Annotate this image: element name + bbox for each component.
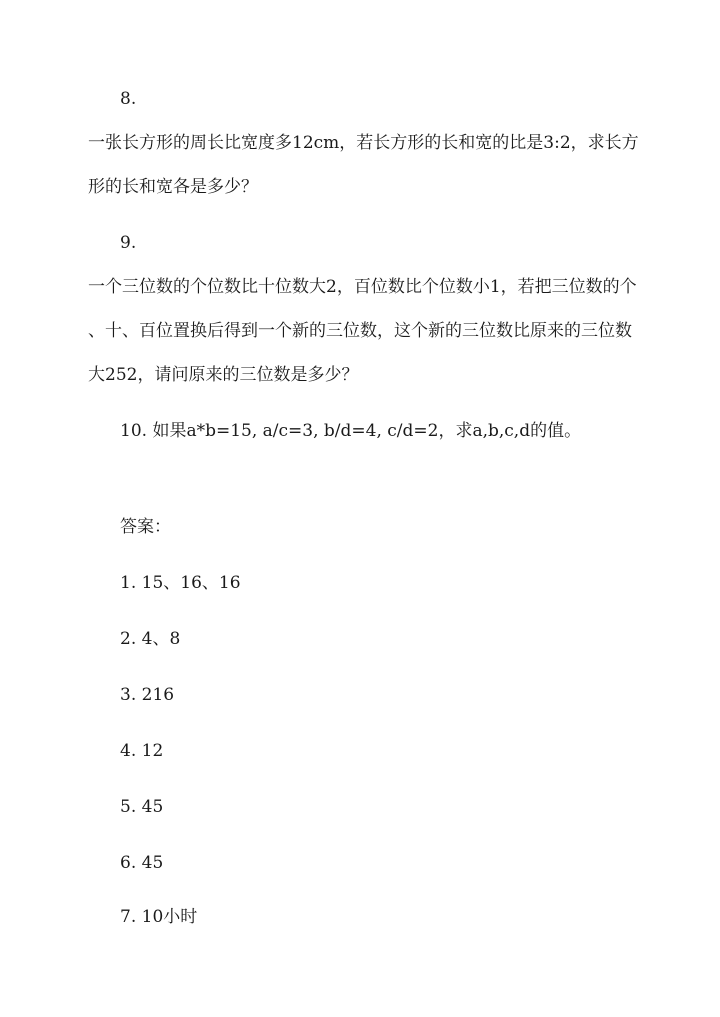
- question-9-number: 9.: [120, 233, 137, 253]
- question-10: 10. 如果a*b=15, a/c=3, b/d=4, c/d=2，求a,b,c,d的值。: [120, 421, 582, 441]
- question-8-number: 8.: [120, 89, 137, 109]
- answers-heading: 答案：: [120, 517, 171, 537]
- answer-item-4: 4. 12: [120, 741, 164, 761]
- question-8-line-1: 一张长方形的周长比宽度多12cm，若长方形的长和宽的比是3:2，求长方: [88, 133, 639, 153]
- question-9-line-3: 大252，请问原来的三位数是多少？: [88, 365, 359, 385]
- answer-item-5: 5. 45: [120, 797, 164, 817]
- question-9-line-2: 、十、百位置换后得到一个新的三位数，这个新的三位数比原来的三位数: [88, 321, 632, 341]
- answer-item-6: 6. 45: [120, 853, 164, 873]
- answer-item-1: 1. 15、16、16: [120, 573, 241, 593]
- question-9-line-1: 一个三位数的个位数比十位数大2，百位数比个位数小1，若把三位数的个: [88, 277, 637, 297]
- answer-item-7: 7. 10小时: [120, 907, 198, 927]
- question-8-line-2: 形的长和宽各是多少？: [88, 177, 258, 197]
- answer-item-3: 3. 216: [120, 685, 175, 705]
- answer-item-2: 2. 4、8: [120, 629, 181, 649]
